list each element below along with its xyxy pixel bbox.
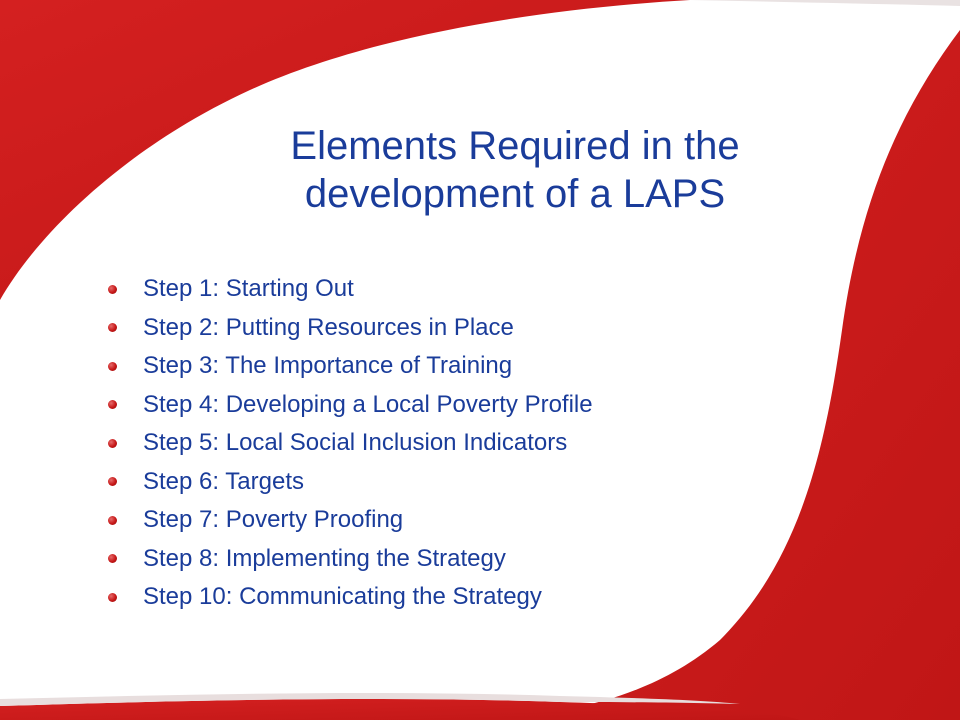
round-bullet-icon	[108, 477, 117, 486]
slide-title	[150, 122, 880, 218]
round-bullet-icon	[108, 323, 117, 332]
title-line-2: development of a LAPS	[304, 172, 726, 216]
bullet-text: Step 4: Developing a Local Poverty Profile	[143, 390, 593, 418]
round-bullet-icon	[108, 593, 117, 602]
list-item	[108, 386, 593, 425]
list-item	[108, 578, 593, 617]
list-item	[108, 501, 593, 540]
title-line-1: Elements Required in the	[290, 124, 740, 168]
bullet-text: Step 1: Starting Out	[143, 275, 354, 303]
round-bullet-icon	[108, 285, 117, 294]
list-item	[108, 424, 593, 463]
bullet-text: Step 7: Poverty Proofing	[143, 506, 404, 534]
round-bullet-icon	[108, 439, 117, 448]
round-bullet-icon	[108, 516, 117, 525]
bullet-text: Step 8: Implementing the Strategy	[143, 544, 506, 572]
bullet-text: Step 5: Local Social Inclusion Indicators	[143, 429, 568, 457]
bullet-text: Step 6: Targets	[143, 467, 304, 495]
bullet-text: Step 3: The Importance of Training	[143, 352, 513, 380]
list-item	[108, 463, 593, 502]
bullet-text: Step 10: Communicating the Strategy	[143, 583, 542, 611]
list-item	[108, 540, 593, 579]
bullet-list	[108, 270, 593, 617]
top-right-light-band	[690, 0, 960, 6]
list-item	[108, 309, 593, 348]
round-bullet-icon	[108, 362, 117, 371]
list-item	[108, 347, 593, 386]
bullet-text: Step 2: Putting Resources in Place	[143, 313, 514, 341]
round-bullet-icon	[108, 554, 117, 563]
round-bullet-icon	[108, 400, 117, 409]
list-item	[108, 270, 593, 309]
